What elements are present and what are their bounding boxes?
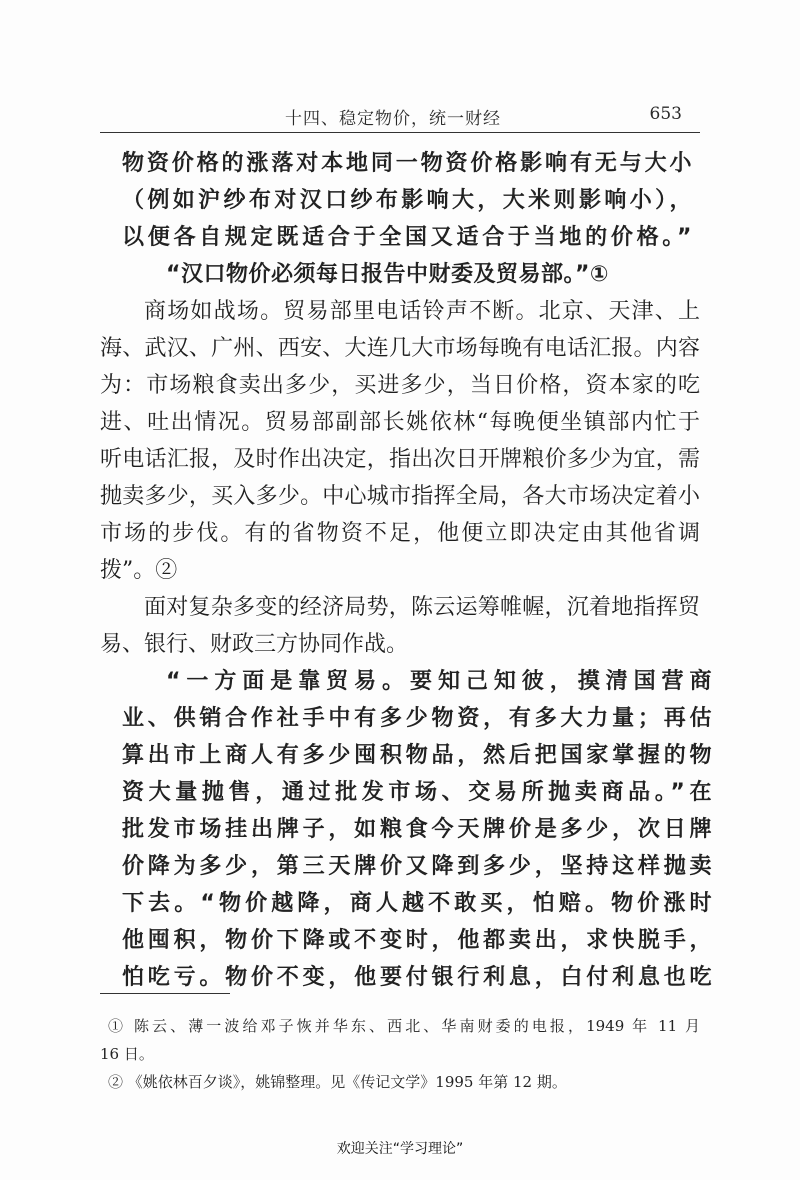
paragraph-line: 为：市场粮食卖出多少，买进多少，当日价格，资本家的吃 — [100, 373, 700, 398]
paragraph-line: 市场的步伐。有的省物资不足，他便立即决定由其他省调 — [100, 521, 700, 546]
paragraph-line: 听电话汇报，及时作出决定，指出次日开牌粮价多少为宜，需 — [100, 447, 700, 472]
paragraph-line: 进、吐出情况。贸易部副部长姚依林“每晚便坐镇部内忙于 — [100, 410, 700, 435]
quote-line: 他囤积，物价下降或不变时，他都卖出，求快脱手， — [122, 928, 712, 953]
footnote-line: ① 陈云、薄一波给邓子恢并华东、西北、华南财委的电报，1949 年 11 月 — [108, 1017, 700, 1035]
quote-line: 怕吃亏。物价不变，他要付银行利息，白付利息也吃 — [122, 965, 712, 990]
watermark-caption: 欢迎关注“学习理论” — [336, 1141, 464, 1157]
footnote-line: ② 《姚依林百夕谈》，姚锦整理。见《传记文学》1995 年第 12 期。 — [108, 1073, 567, 1091]
paragraph-line: 商场如战场。贸易部里电话铃声不断。北京、天津、上 — [144, 299, 700, 324]
paragraph-line: 易、银行、财政三方协同作战。 — [100, 632, 409, 657]
quote-line: 价降为多少，第三天牌价又降到多少，坚持这样抛卖 — [122, 854, 712, 879]
quote-line: 批发市场挂出牌子，如粮食今天牌价是多少，次日牌 — [122, 817, 712, 842]
footnote-divider — [100, 993, 230, 994]
quote-line: 物资价格的涨落对本地同一物资价格影响有无与大小 — [122, 151, 692, 176]
quote-line: 下去。“物价越降，商人越不敢买，怕赔。物价涨时 — [122, 891, 712, 916]
quote-line: 以便各自规定既适合于全国又适合于当地的价格。” — [122, 225, 692, 250]
quote-line: “汉口物价必须每日报告中财委及贸易部。”① — [166, 262, 610, 287]
paragraph-line: 面对复杂多变的经济局势，陈云运筹帷幄，沉着地指挥贸 — [144, 595, 700, 620]
running-header — [100, 92, 700, 133]
paragraph-line: 抛卖多少，买入多少。中心城市指挥全局，各大市场决定着小 — [100, 484, 700, 509]
footnote-line: 16 日。 — [100, 1045, 154, 1063]
quote-line: 算出市上商人有多少囤积物品，然后把国家掌握的物 — [122, 743, 712, 768]
page-number: 653 — [649, 104, 682, 124]
quote-line: （例如沪纱布对汉口纱布影响大，大米则影响小）， — [122, 188, 692, 213]
quote-line: 业、供销合作社手中有多少物资，有多大力量；再估 — [122, 706, 712, 731]
main-text — [100, 145, 712, 996]
chapter-title: 十四、稳定物价，统一财经 — [285, 109, 501, 129]
quote-line: “一方面是靠贸易。要知己知彼，摸清国营商 — [166, 669, 712, 694]
footnotes — [100, 1012, 700, 1096]
paragraph-line: 拨”。② — [100, 558, 178, 583]
paragraph-line: 海、武汉、广州、西安、大连几大市场每晚有电话汇报。内容 — [100, 336, 700, 361]
quote-line: 资大量抛售，通过批发市场、交易所抛卖商品。”在 — [122, 780, 712, 805]
